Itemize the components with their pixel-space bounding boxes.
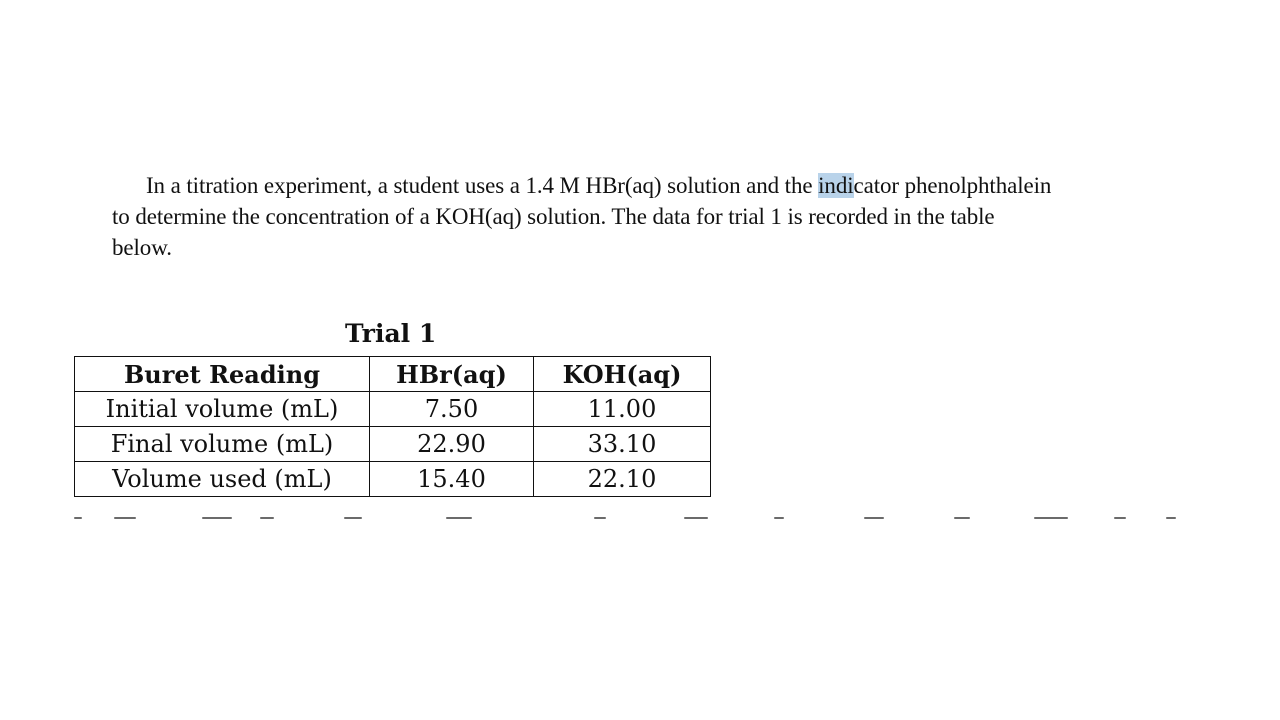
table-cell: 15.40 [370,462,534,497]
row-label: Volume used (mL) [75,462,370,497]
clipped-glyph [594,517,606,519]
clipped-glyph [260,517,274,519]
paragraph-line-2: to determine the concentration of a KOH(aq) solution. The data for trial 1 is recorded in the table [112,204,995,229]
clipped-glyph [954,517,970,519]
clipped-glyph [114,517,136,519]
line-1-text-end: cator phenolphthalein [853,173,1052,198]
paragraph-line-1 [112,170,1202,201]
table-cell: 22.10 [534,462,711,497]
table-header-row [75,357,711,392]
clipped-glyph [446,517,472,519]
table-cell: 11.00 [534,392,711,427]
clipped-glyph [864,517,884,519]
column-header: KOH(aq) [534,357,711,392]
clipped-glyph [1166,517,1176,519]
table-row [75,462,711,497]
line-1-text: In a titration experiment, a student uses a 1.4 M HBr(aq) solution and the [146,173,819,198]
table-caption: Trial 1 [345,319,437,348]
clipped-glyph [344,517,362,519]
table-cell: 33.10 [534,427,711,462]
clipped-glyph [1114,517,1126,519]
table-row [75,392,711,427]
row-label: Initial volume (mL) [75,392,370,427]
clipped-glyph [684,517,708,519]
clipped-text-line [74,516,1178,521]
text-selection-highlight[interactable]: indi [818,173,854,198]
column-header: HBr(aq) [370,357,534,392]
trial-table [74,356,711,497]
clipped-glyph [774,517,784,519]
clipped-glyph [1034,517,1068,519]
row-label: Final volume (mL) [75,427,370,462]
table-cell: 22.90 [370,427,534,462]
clipped-glyph [202,517,232,519]
column-header: Buret Reading [75,357,370,392]
table-row [75,427,711,462]
intro-paragraph [112,170,1202,263]
paragraph-line-3: below. [112,235,172,260]
table-cell: 7.50 [370,392,534,427]
clipped-glyph [74,517,82,519]
